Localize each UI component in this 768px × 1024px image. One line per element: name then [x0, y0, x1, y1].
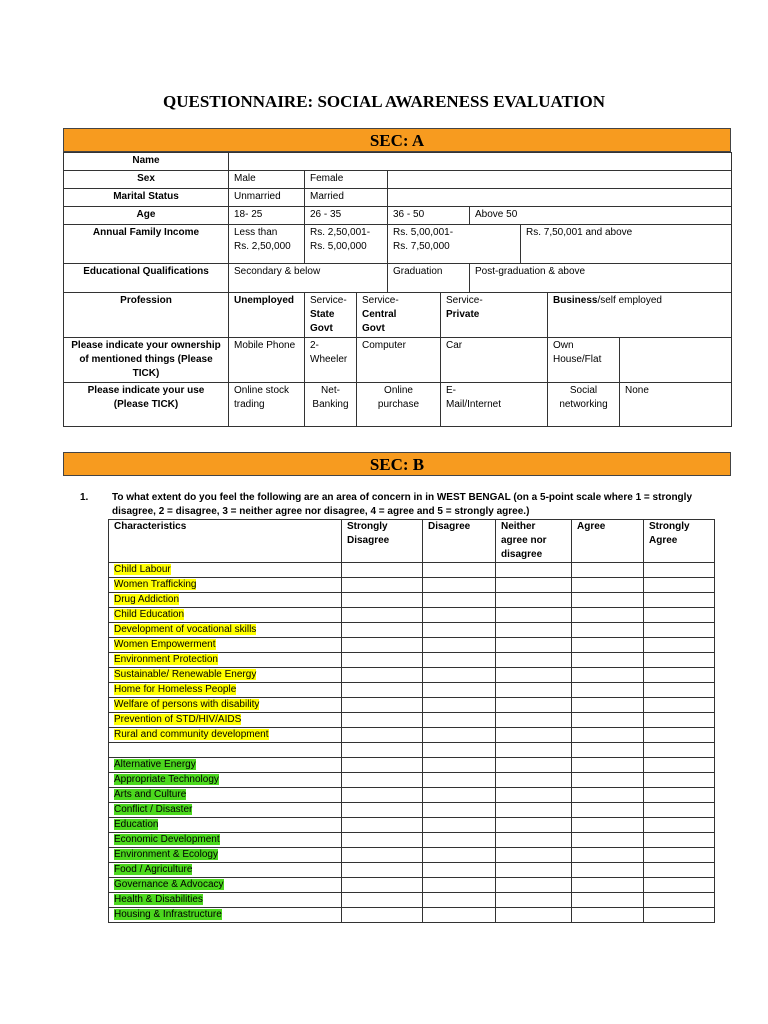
row-marital: [64, 189, 732, 207]
header-strongly-agree: Strongly Agree: [644, 520, 715, 563]
ownership-option-two-wheeler[interactable]: 2- Wheeler: [305, 338, 357, 383]
rating-cell[interactable]: [644, 698, 715, 713]
rating-cell[interactable]: [423, 878, 496, 893]
rating-cell[interactable]: [644, 563, 715, 578]
rating-cell[interactable]: [572, 563, 644, 578]
table-row: [109, 773, 715, 788]
characteristic-label: Arts and Culture: [114, 789, 187, 800]
sex-option-female[interactable]: Female: [305, 171, 388, 189]
table-row: [109, 758, 715, 773]
ownership-option-computer[interactable]: Computer: [357, 338, 441, 383]
marital-blank: [388, 189, 732, 207]
characteristic-cell: [109, 788, 342, 803]
table-row: [109, 623, 715, 638]
rating-cell[interactable]: [644, 623, 715, 638]
rating-cell[interactable]: [644, 848, 715, 863]
rating-cell[interactable]: [342, 668, 423, 683]
rating-cell[interactable]: [496, 848, 572, 863]
rating-cell[interactable]: [342, 713, 423, 728]
rating-cell[interactable]: [496, 653, 572, 668]
characteristic-label: Rural and community development: [114, 729, 269, 740]
rating-cell[interactable]: [496, 773, 572, 788]
name-label: Name: [64, 153, 229, 171]
rating-cell[interactable]: [342, 818, 423, 833]
characteristic-cell: [109, 848, 342, 863]
question-1-text: To what extent do you feel the following are an area of concern in in WEST BENGAL (on a 5-point scale where 1 = strongly disagree, 2 = disagree, 3 = neither agree nor disagree, 4 = agree and 5 = strongly agree.): [112, 492, 692, 517]
rating-cell[interactable]: [423, 578, 496, 593]
usage-option-netbanking[interactable]: Net- Banking: [305, 383, 357, 427]
income-option-4[interactable]: Rs. 7,50,001 and above: [521, 225, 732, 264]
rating-cell[interactable]: [342, 578, 423, 593]
characteristic-cell: [109, 818, 342, 833]
rating-cell[interactable]: [342, 848, 423, 863]
rating-cell[interactable]: [644, 863, 715, 878]
characteristic-cell: [109, 638, 342, 653]
rating-cell[interactable]: [496, 893, 572, 908]
rating-cell[interactable]: [644, 908, 715, 923]
rating-cell[interactable]: [572, 863, 644, 878]
profession-option-unemployed[interactable]: Unemployed: [229, 293, 305, 338]
table-row: [109, 608, 715, 623]
characteristic-label: Home for Homeless People: [114, 684, 237, 695]
rating-cell[interactable]: [423, 773, 496, 788]
profession-option-business[interactable]: Business/self employed: [548, 293, 732, 338]
rating-cell[interactable]: [572, 623, 644, 638]
header-characteristics: Characteristics: [109, 520, 342, 563]
section-a-table: [63, 152, 732, 427]
rating-cell[interactable]: [342, 788, 423, 803]
rating-cell[interactable]: [644, 713, 715, 728]
name-field[interactable]: [229, 153, 732, 171]
table-row: [109, 848, 715, 863]
section-b-heading: SEC: B: [63, 452, 731, 476]
education-option-3[interactable]: Post-graduation & above: [470, 264, 732, 293]
rating-cell[interactable]: [572, 908, 644, 923]
header-disagree: Disagree: [423, 520, 496, 563]
row-sex: [64, 171, 732, 189]
rating-cell[interactable]: [423, 623, 496, 638]
characteristic-cell: [109, 683, 342, 698]
rating-cell[interactable]: [496, 608, 572, 623]
characteristic-label: Child Education: [114, 609, 185, 620]
rating-cell[interactable]: [572, 593, 644, 608]
rating-cell[interactable]: [423, 713, 496, 728]
rating-cell[interactable]: [496, 728, 572, 743]
rating-cell[interactable]: [572, 683, 644, 698]
rating-cell[interactable]: [496, 833, 572, 848]
usage-option-stock[interactable]: Online stock trading: [229, 383, 305, 427]
characteristic-label: Prevention of STD/HIV/AIDS: [114, 714, 242, 725]
income-label: Annual Family Income: [64, 225, 229, 264]
education-option-2[interactable]: Graduation: [388, 264, 470, 293]
education-option-1[interactable]: Secondary & below: [229, 264, 388, 293]
row-age: [64, 207, 732, 225]
rating-cell[interactable]: [342, 563, 423, 578]
rating-cell[interactable]: [572, 653, 644, 668]
usage-label: Please indicate your use (Please TICK): [64, 383, 229, 427]
characteristic-cell: [109, 668, 342, 683]
rating-cell[interactable]: [342, 743, 423, 758]
row-profession: [64, 293, 732, 338]
table-row: [109, 908, 715, 923]
rating-cell[interactable]: [423, 848, 496, 863]
rating-cell[interactable]: [342, 728, 423, 743]
profession-option-private[interactable]: Service- Private: [441, 293, 548, 338]
header-agree: Agree: [572, 520, 644, 563]
rating-cell[interactable]: [423, 638, 496, 653]
age-option-3[interactable]: 36 - 50: [388, 207, 470, 225]
characteristic-label: Welfare of persons with disability: [114, 699, 260, 710]
rating-cell[interactable]: [496, 578, 572, 593]
rating-cell[interactable]: [644, 788, 715, 803]
table-row: [109, 563, 715, 578]
rating-cell[interactable]: [342, 698, 423, 713]
question-1-number: 1.: [80, 492, 89, 503]
rating-cell[interactable]: [572, 758, 644, 773]
marital-label: Marital Status: [64, 189, 229, 207]
characteristic-cell: [109, 653, 342, 668]
rating-cell[interactable]: [423, 803, 496, 818]
table-row: [109, 728, 715, 743]
ownership-blank: [620, 338, 732, 383]
rating-cell[interactable]: [342, 623, 423, 638]
characteristic-cell: [109, 578, 342, 593]
rating-cell[interactable]: [423, 908, 496, 923]
rating-cell[interactable]: [496, 788, 572, 803]
characteristic-cell: [109, 593, 342, 608]
rating-cell[interactable]: [644, 668, 715, 683]
age-option-4[interactable]: Above 50: [470, 207, 732, 225]
table-row: [109, 878, 715, 893]
row-name: [64, 153, 732, 171]
characteristic-cell: [109, 863, 342, 878]
rating-cell[interactable]: [572, 878, 644, 893]
rating-cell[interactable]: [572, 608, 644, 623]
rating-cell[interactable]: [342, 893, 423, 908]
rating-cell[interactable]: [342, 608, 423, 623]
header-strongly-disagree: Strongly Disagree: [342, 520, 423, 563]
rating-cell[interactable]: [496, 758, 572, 773]
row-usage: [64, 383, 732, 427]
characteristic-label: Women Empowerment: [114, 639, 216, 650]
rating-cell[interactable]: [572, 818, 644, 833]
rating-header-row: [109, 520, 715, 563]
rating-cell[interactable]: [644, 728, 715, 743]
age-option-1[interactable]: 18- 25: [229, 207, 305, 225]
table-row: [109, 818, 715, 833]
characteristic-cell: [109, 833, 342, 848]
rating-cell[interactable]: [496, 683, 572, 698]
characteristic-label: Environment & Ecology: [114, 849, 218, 860]
characteristic-label: Housing & Infrastructure: [114, 909, 222, 920]
rating-cell[interactable]: [644, 833, 715, 848]
characteristic-label: Conflict / Disaster: [114, 804, 193, 815]
rating-cell[interactable]: [496, 818, 572, 833]
rating-cell[interactable]: [342, 863, 423, 878]
row-education: [64, 264, 732, 293]
rating-cell[interactable]: [423, 863, 496, 878]
rating-cell[interactable]: [572, 638, 644, 653]
table-row: [109, 743, 715, 758]
marital-option-married[interactable]: Married: [305, 189, 388, 207]
section-a-heading: SEC: A: [63, 128, 731, 152]
rating-cell[interactable]: [644, 893, 715, 908]
ownership-option-house[interactable]: Own House/Flat: [548, 338, 620, 383]
rating-cell[interactable]: [572, 698, 644, 713]
rating-cell[interactable]: [496, 803, 572, 818]
rating-cell[interactable]: [423, 788, 496, 803]
characteristic-cell: [109, 698, 342, 713]
ownership-option-car[interactable]: Car: [441, 338, 548, 383]
table-row: [109, 788, 715, 803]
row-ownership: [64, 338, 732, 383]
income-option-2[interactable]: Rs. 2,50,001- Rs. 5,00,000: [305, 225, 388, 264]
rating-cell[interactable]: [572, 578, 644, 593]
rating-cell[interactable]: [342, 908, 423, 923]
rating-cell[interactable]: [496, 668, 572, 683]
rating-cell[interactable]: [644, 758, 715, 773]
characteristic-label: Women Trafficking: [114, 579, 197, 590]
header-neither: Neither agree nor disagree: [496, 520, 572, 563]
rating-cell[interactable]: [572, 743, 644, 758]
row-income: [64, 225, 732, 264]
education-label: Educational Qualifications: [64, 264, 229, 293]
rating-cell[interactable]: [496, 563, 572, 578]
rating-cell[interactable]: [423, 608, 496, 623]
table-row: [109, 893, 715, 908]
characteristic-label: Food / Agriculture: [114, 864, 193, 875]
rating-cell[interactable]: [423, 563, 496, 578]
characteristic-cell: [109, 623, 342, 638]
rating-cell[interactable]: [496, 878, 572, 893]
rating-cell[interactable]: [644, 653, 715, 668]
rating-cell[interactable]: [342, 653, 423, 668]
rating-cell[interactable]: [644, 803, 715, 818]
sex-option-male[interactable]: Male: [229, 171, 305, 189]
rating-cell[interactable]: [644, 773, 715, 788]
rating-cell[interactable]: [342, 638, 423, 653]
document-title: QUESTIONNAIRE: SOCIAL AWARENESS EVALUATION: [163, 92, 605, 111]
table-row: [109, 653, 715, 668]
rating-cell[interactable]: [423, 593, 496, 608]
table-row: [109, 833, 715, 848]
characteristic-label: Environment Protection: [114, 654, 218, 665]
age-label: Age: [64, 207, 229, 225]
ownership-option-mobile[interactable]: Mobile Phone: [229, 338, 305, 383]
rating-cell[interactable]: [423, 653, 496, 668]
table-row: [109, 683, 715, 698]
rating-cell[interactable]: [423, 683, 496, 698]
table-row: [109, 863, 715, 878]
characteristic-label: Governance & Advocacy: [114, 879, 224, 890]
rating-cell[interactable]: [423, 698, 496, 713]
characteristic-cell: [109, 803, 342, 818]
rating-cell[interactable]: [572, 848, 644, 863]
characteristic-cell: [109, 878, 342, 893]
characteristic-label: Sustainable/ Renewable Energy: [114, 669, 257, 680]
table-row: [109, 668, 715, 683]
rating-cell[interactable]: [496, 698, 572, 713]
rating-cell[interactable]: [423, 758, 496, 773]
rating-cell[interactable]: [572, 788, 644, 803]
table-row: [109, 698, 715, 713]
characteristic-label: Drug Addiction: [114, 594, 180, 605]
rating-cell[interactable]: [342, 773, 423, 788]
rating-cell[interactable]: [496, 908, 572, 923]
rating-cell[interactable]: [423, 668, 496, 683]
characteristic-label: Education: [114, 819, 159, 830]
income-option-1[interactable]: Less than Rs. 2,50,000: [229, 225, 305, 264]
characteristic-label: Development of vocational skills: [114, 624, 257, 635]
rating-cell[interactable]: [572, 893, 644, 908]
sex-label: Sex: [64, 171, 229, 189]
characteristic-cell: [109, 713, 342, 728]
rating-cell[interactable]: [423, 743, 496, 758]
rating-cell[interactable]: [644, 818, 715, 833]
profession-option-state-govt[interactable]: Service- State Govt: [305, 293, 357, 338]
rating-table: [108, 519, 715, 923]
rating-cell[interactable]: [342, 833, 423, 848]
rating-cell[interactable]: [342, 758, 423, 773]
rating-cell[interactable]: [423, 728, 496, 743]
age-option-2[interactable]: 26 - 35: [305, 207, 388, 225]
rating-cell[interactable]: [342, 878, 423, 893]
rating-cell[interactable]: [572, 803, 644, 818]
usage-option-email[interactable]: E- Mail/Internet: [441, 383, 548, 427]
rating-cell[interactable]: [342, 593, 423, 608]
profession-option-central-govt[interactable]: Service- Central Govt: [357, 293, 441, 338]
income-option-3[interactable]: Rs. 5,00,001- Rs. 7,50,000: [388, 225, 521, 264]
ownership-label: Please indicate your ownership of mentioned things (Please TICK): [64, 338, 229, 383]
rating-cell[interactable]: [644, 593, 715, 608]
characteristic-cell: [109, 728, 342, 743]
rating-cell[interactable]: [423, 818, 496, 833]
characteristic-label: Alternative Energy: [114, 759, 196, 770]
rating-cell[interactable]: [644, 683, 715, 698]
rating-cell[interactable]: [644, 638, 715, 653]
rating-cell[interactable]: [572, 668, 644, 683]
characteristic-cell: [109, 608, 342, 623]
characteristic-label: Health & Disabilities: [114, 894, 203, 905]
sex-blank: [388, 171, 732, 189]
rating-cell[interactable]: [644, 878, 715, 893]
table-row: [109, 638, 715, 653]
table-row: [109, 713, 715, 728]
table-row: [109, 593, 715, 608]
rating-cell[interactable]: [423, 833, 496, 848]
characteristic-cell: [109, 743, 342, 758]
rating-cell[interactable]: [572, 713, 644, 728]
rating-cell[interactable]: [572, 833, 644, 848]
characteristic-cell: [109, 893, 342, 908]
rating-cell[interactable]: [644, 608, 715, 623]
usage-option-none[interactable]: None: [620, 383, 732, 427]
characteristic-label: Child Labour: [114, 564, 171, 575]
characteristic-cell: [109, 908, 342, 923]
rating-cell[interactable]: [644, 743, 715, 758]
characteristic-cell: [109, 773, 342, 788]
table-row: [109, 803, 715, 818]
rating-cell[interactable]: [496, 743, 572, 758]
rating-cell[interactable]: [496, 623, 572, 638]
usage-option-social[interactable]: Social networking: [548, 383, 620, 427]
rating-cell[interactable]: [496, 593, 572, 608]
rating-cell[interactable]: [342, 803, 423, 818]
characteristic-cell: [109, 563, 342, 578]
table-row: [109, 578, 715, 593]
rating-cell[interactable]: [644, 578, 715, 593]
rating-cell[interactable]: [572, 773, 644, 788]
characteristic-label: Economic Development: [114, 834, 220, 845]
rating-cell[interactable]: [423, 893, 496, 908]
rating-cell[interactable]: [572, 728, 644, 743]
characteristic-label: Appropriate Technology: [114, 774, 219, 785]
rating-cell[interactable]: [496, 863, 572, 878]
rating-cell[interactable]: [496, 713, 572, 728]
usage-option-purchase[interactable]: Online purchase: [357, 383, 441, 427]
rating-cell[interactable]: [496, 638, 572, 653]
rating-cell[interactable]: [342, 683, 423, 698]
profession-label: Profession: [64, 293, 229, 338]
marital-option-unmarried[interactable]: Unmarried: [229, 189, 305, 207]
characteristic-cell: [109, 758, 342, 773]
